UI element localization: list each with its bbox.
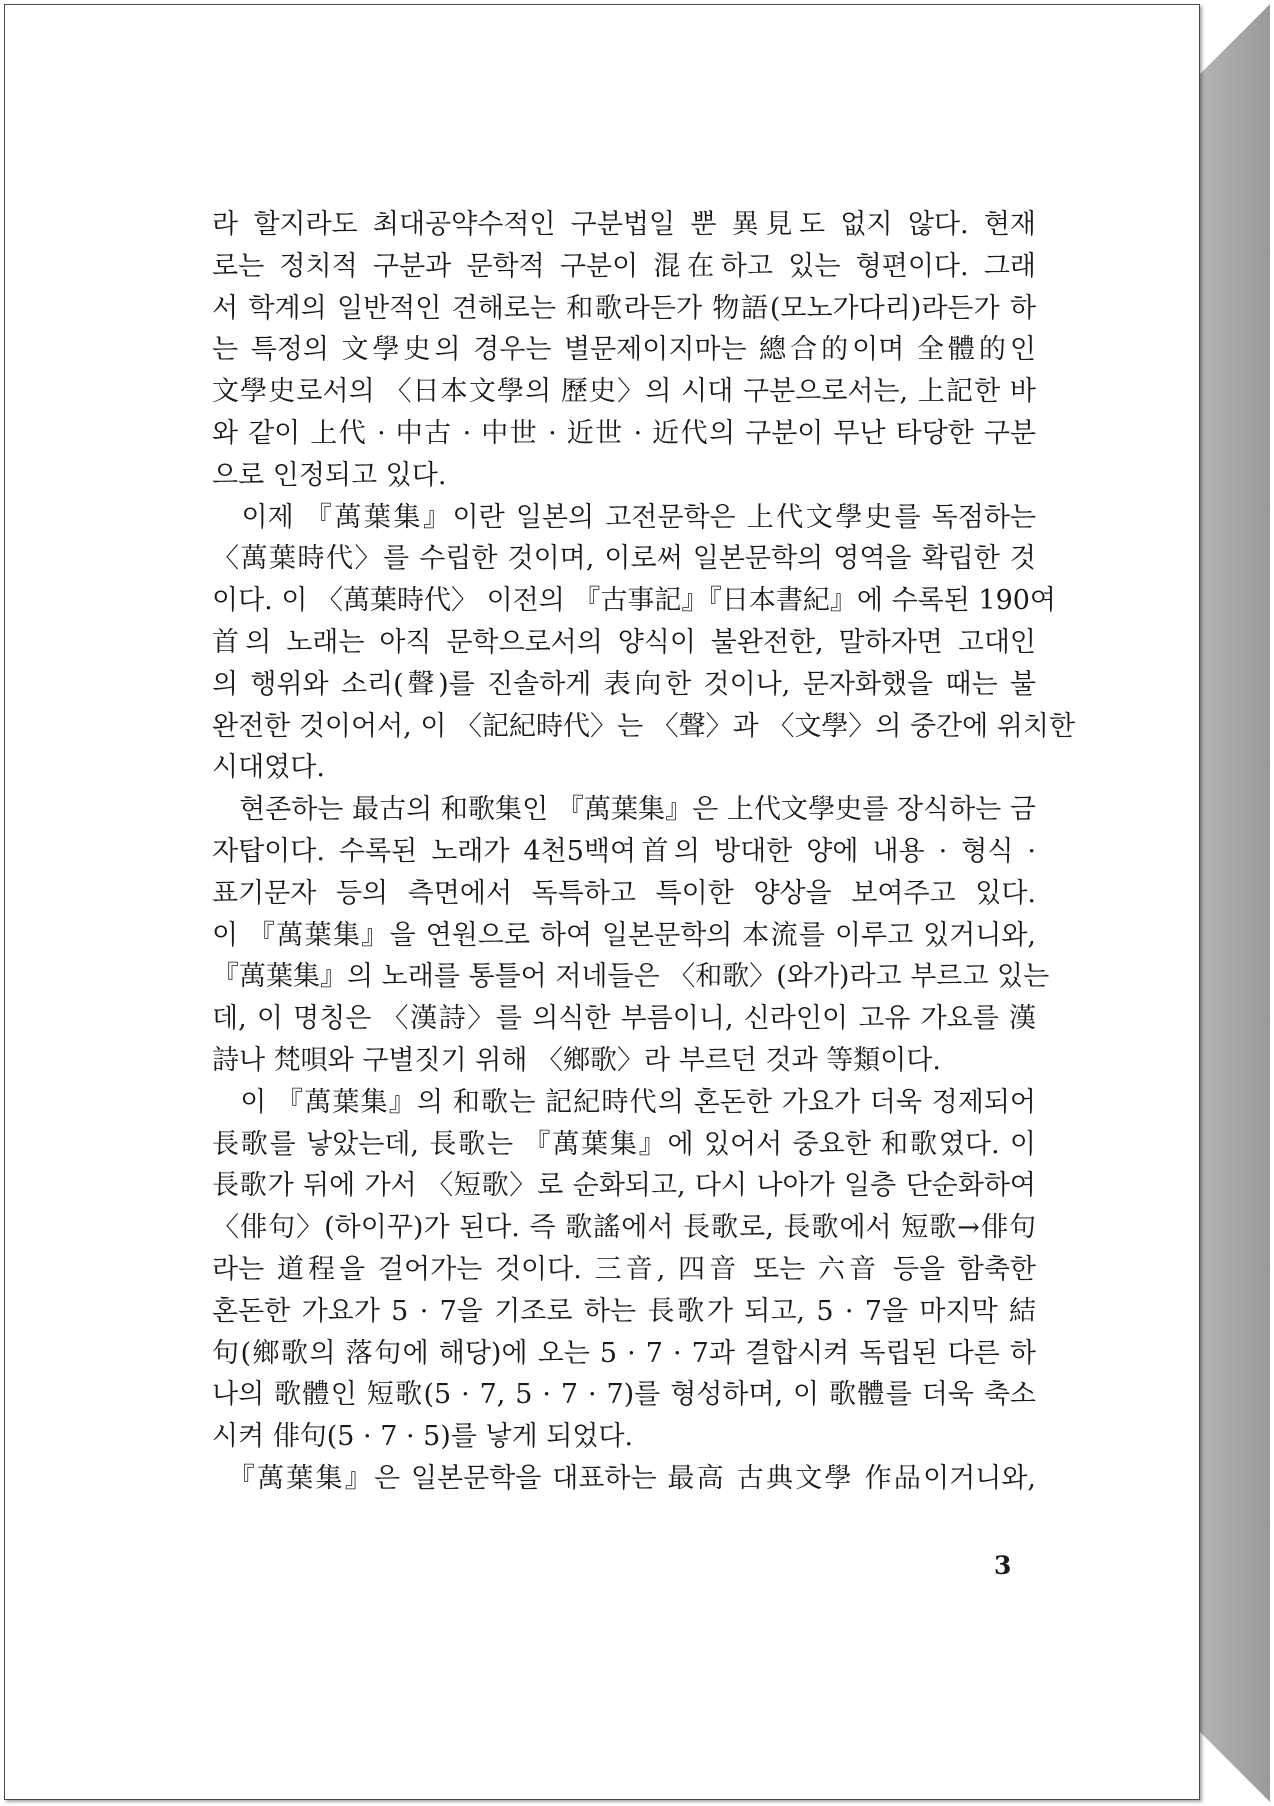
text-line: 현존하는 最古의 和歌集인 『萬葉集』은 上代文學史를 장식하는 금: [212, 794, 1036, 826]
text-line: 長歌가 뒤에 가서 〈短歌〉로 순화되고, 다시 나아가 일층 단순화하여: [212, 1170, 1036, 1202]
page-number: 3: [994, 1551, 1012, 1580]
text-line: 혼돈한 가요가 5 · 7을 기조로 하는 長歌가 되고, 5 · 7을 마지막 結: [212, 1295, 1036, 1327]
text-line: 의 행위와 소리(聲)를 진솔하게 表向한 것이나, 문자화했을 때는 불: [212, 668, 1036, 700]
text-line: 나의 歌體인 短歌(5 · 7, 5 · 7 · 7)를 형성하며, 이 歌體를 더욱 축소: [212, 1379, 1036, 1411]
text-line: 라는 道程을 걸어가는 것이다. 三音, 四音 또는 六音 등을 함축한: [212, 1253, 1036, 1285]
text-line: 이 『萬葉集』을 연원으로 하여 일본문학의 本流를 이루고 있거니와,: [212, 919, 1036, 951]
text-line: 으로 인정되고 있다.: [212, 459, 447, 491]
text-line: 文學史로서의 〈日本文學의 歷史〉의 시대 구분으로서는, 上記한 바: [212, 376, 1036, 408]
text-line: 長歌를 낳았는데, 長歌는 『萬葉集』에 있어서 중요한 和歌였다. 이: [212, 1128, 1036, 1160]
text-line: 이다. 이 〈萬葉時代〉 이전의 『古事記』『日本書紀』에 수록된 190여: [212, 585, 1057, 617]
text-line: 라 할지라도 최대공약수적인 구분법일 뿐 異見도 없지 않다. 현재: [212, 209, 1036, 240]
text-line: 로는 정치적 구분과 문학적 구분이 混在하고 있는 형편이다. 그래: [212, 250, 1036, 282]
text-line: 〈萬葉時代〉를 수립한 것이며, 이로써 일본문학의 영역을 확립한 것: [212, 543, 1036, 575]
body-text: [212, 204, 1076, 1500]
book-spine-bottom-bevel: [1200, 1732, 1270, 1802]
text-line: 와 같이 上代 · 中古 · 中世 · 近世 · 近代의 구분이 무난 타당한 구분: [212, 417, 1036, 449]
text-line: 句(鄉歌의 落句에 해당)에 오는 5 · 7 · 7과 결합시켜 독립된 다른 하: [212, 1337, 1036, 1369]
text-line: 표기문자 등의 측면에서 독특하고 특이한 양상을 보여주고 있다.: [212, 877, 1036, 909]
text-line: 서 학계의 일반적인 견해로는 和歌라든가 物語(모노가다리)라든가 하: [212, 292, 1036, 324]
text-line: 완전한 것이어서, 이 〈記紀時代〉는 〈聲〉과 〈文學〉의 중간에 위치한: [212, 710, 1076, 742]
book-spine-shadow: [1200, 4, 1270, 1802]
text-line: 데, 이 명칭은 〈漢詩〉를 의식한 부름이니, 신라인이 고유 가요를 漢: [212, 1003, 1036, 1035]
text-line: 『萬葉集』의 노래를 통틀어 저네들은 〈和歌〉(와가)라고 부르고 있는: [212, 961, 1050, 993]
text-line: 首의 노래는 아직 문학으로서의 양식이 불완전한, 말하자면 고대인: [212, 626, 1036, 658]
text-line: 『萬葉集』은 일본문학을 대표하는 最高 古典文學 作品이거니와,: [212, 1462, 1036, 1494]
text-line: 이 『萬葉集』의 和歌는 記紀時代의 혼돈한 가요가 더욱 정제되어: [212, 1086, 1036, 1118]
text-line: 〈俳句〉(하이꾸)가 된다. 즉 歌謠에서 長歌로, 長歌에서 短歌→俳句: [212, 1212, 1036, 1244]
text-line: 시켜 俳句(5 · 7 · 5)를 낳게 되었다.: [212, 1421, 634, 1453]
text-line: 이제 『萬葉集』이란 일본의 고전문학은 上代文學史를 독점하는: [212, 501, 1036, 533]
text-line: 자탑이다. 수록된 노래가 4천5백여首의 방대한 양에 내용 · 형식 ·: [212, 835, 1036, 867]
text-line: 詩나 梵唄와 구별짓기 위해 〈鄉歌〉라 부르던 것과 等類이다.: [212, 1044, 941, 1076]
text-line: 는 특정의 文學史의 경우는 별문제이지마는 總合的이며 全體的인: [212, 334, 1036, 366]
book-spine-top-bevel: [1200, 4, 1270, 74]
text-line: 시대였다.: [212, 752, 325, 784]
